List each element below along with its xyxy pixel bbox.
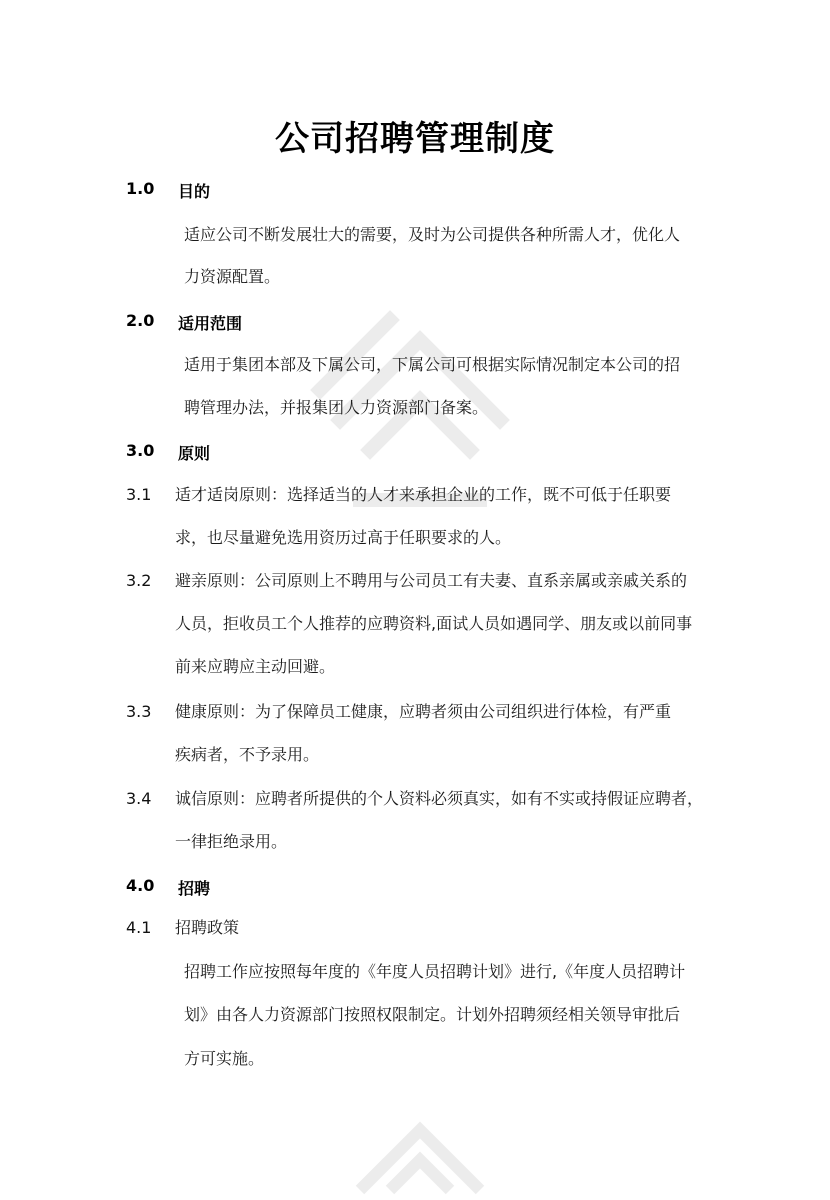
subsection-number: 3.4: [126, 789, 152, 808]
page-title: 公司招聘管理制度: [275, 119, 555, 159]
paragraph-line: 一律拒绝录用。: [175, 832, 288, 851]
paragraph-line: 避亲原则：公司原则上不聘用与公司员工有夫妻、直系亲属或亲戚关系的: [175, 571, 688, 590]
subsection-number: 3.1: [126, 485, 152, 504]
paragraph-line: 划》由各人力资源部门按照权限制定。计划外招聘须经相关领导审批后: [184, 1005, 681, 1024]
section-heading: 目的: [178, 182, 211, 201]
section-heading: 原则: [178, 444, 211, 463]
paragraph-line: 人员，拒收员工个人推荐的应聘资料,面试人员如遇同学、朋友或以前同事: [175, 614, 693, 633]
paragraph-line: 健康原则：为了保障员工健康，应聘者须由公司组织进行体检，有严重: [175, 702, 672, 721]
paragraph-line: 适用于集团本部及下属公司，下属公司可根据实际情况制定本公司的招: [184, 355, 681, 374]
paragraph-line: 力资源配置。: [184, 267, 281, 286]
paragraph-line: 适应公司不断发展壮大的需要，及时为公司提供各种所需人才，优化人: [184, 225, 681, 244]
section-heading: 适用范围: [178, 314, 243, 333]
paragraph-line: 诚信原则：应聘者所提供的个人资料必须真实，如有不实或持假证应聘者，: [175, 789, 704, 808]
subsection-number: 3.3: [126, 702, 152, 721]
paragraph-line: 求，也尽量避免选用资历过高于任职要求的人。: [175, 528, 512, 547]
subsection-number: 3.2: [126, 571, 152, 590]
paragraph-line: 聘管理办法，并报集团人力资源部门备案。: [184, 398, 489, 417]
paragraph-line: 前来应聘应主动回避。: [175, 657, 336, 676]
paragraph-line: 方可实施。: [184, 1049, 265, 1068]
section-number: 1.0: [126, 179, 155, 198]
section-heading: 招聘: [178, 879, 211, 898]
section-number: 4.0: [126, 876, 155, 895]
section-number: 3.0: [126, 441, 155, 460]
paragraph-line: 招聘工作应按照每年度的《年度人员招聘计划》进行,《年度人员招聘计: [184, 962, 686, 981]
paragraph-line: 适才适岗原则：选择适当的人才来承担企业的工作，既不可低于任职要: [175, 485, 672, 504]
paragraph-line: 疾病者，不予录用。: [175, 745, 320, 764]
watermark-icon: [330, 1080, 510, 1200]
subsection-number: 4.1: [126, 918, 152, 937]
subsection-title: 招聘政策: [175, 918, 240, 937]
section-number: 2.0: [126, 311, 155, 330]
